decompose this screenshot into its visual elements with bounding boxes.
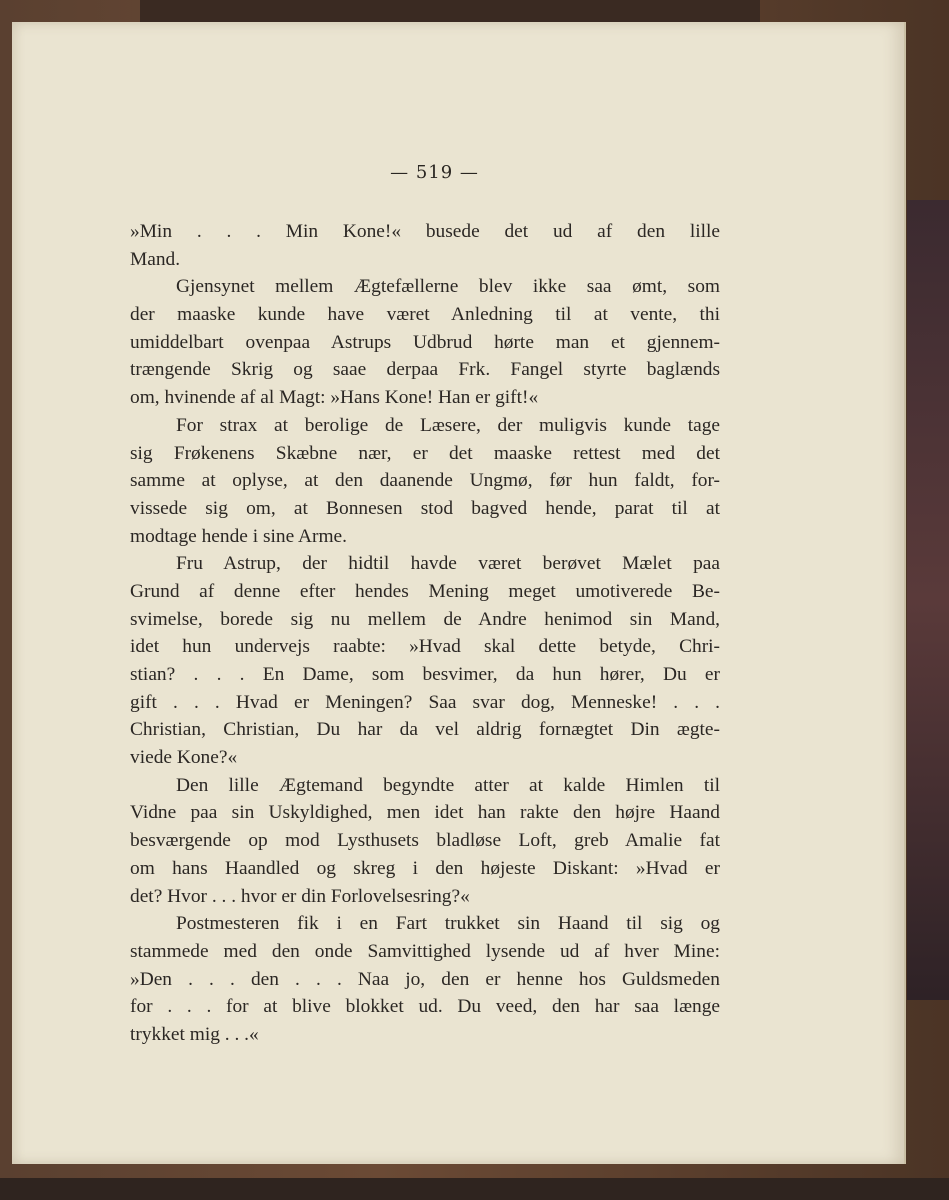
text-line: modtage hende i sine Arme. — [130, 525, 348, 547]
text-line: vissede sig om, at Bonnesen stod bagved hende, parat til at — [130, 497, 720, 519]
text-line: sig Frøkenens Skæbne nær, er det maaske rettest med det — [130, 442, 720, 464]
body-text — [130, 218, 720, 1049]
text-line: om, hvinende af al Magt: »Hans Kone! Han er gift!« — [130, 387, 539, 409]
text-line: umiddelbart ovenpaa Astrups Udbrud hørte man et gjennem- — [130, 331, 720, 353]
text-line: stian? . . . En Dame, som besvimer, da hun hører, Du er — [130, 664, 720, 685]
text-line: svimelse, borede sig nu mellem de Andre henimod sin Mand, — [130, 608, 720, 630]
text-line: viede Kone?« — [130, 747, 238, 769]
text-line: Postmesteren fik i en Fart trukket sin Haand til sig og — [176, 913, 720, 935]
book-page — [12, 22, 906, 1164]
text-line: besværgende op mod Lysthusets bladløse Loft, greb Amalie fat — [130, 830, 720, 852]
text-line: det? Hvor . . . hvor er din Forlovelsesring?« — [130, 885, 470, 907]
text-line: Mand. — [130, 248, 181, 270]
text-line: Grund af denne efter hendes Mening meget umotiverede Be- — [130, 580, 720, 602]
text-line: Vidne paa sin Uskyldighed, men idet han rakte den højre Haand — [130, 802, 720, 824]
text-line: »Den . . . den . . . Naa jo, den er henne hos Guldsmeden — [130, 968, 720, 990]
text-line: der maaske kunde have været Anledning til at vente, thi — [130, 304, 720, 326]
text-line: »Min . . . Min Kone!« busede det ud af den lille — [130, 221, 720, 242]
text-line: trykket mig . . .« — [130, 1023, 259, 1045]
page-number: — 519 — — [390, 162, 479, 183]
book-cover-top-edge — [140, 0, 760, 22]
text-line: idet hun undervejs raabte: »Hvad skal dette betyde, Chri- — [130, 636, 720, 658]
text-line: for . . . for at blive blokket ud. Du veed, den har saa længe — [130, 996, 720, 1018]
book-cover-bottom-edge — [0, 1178, 949, 1200]
text-line: Den lille Ægtemand begyndte atter at kalde Himlen til — [176, 774, 720, 796]
text-line: trængende Skrig og saae derpaa Frk. Fangel styrte baglænds — [130, 359, 720, 381]
text-line: samme at oplyse, at den daanende Ungmø, før hun faldt, for- — [130, 470, 720, 492]
text-line: Fru Astrup, der hidtil havde været berøvet Mælet paa — [176, 553, 720, 575]
book-cover-right-edge — [907, 200, 949, 1000]
text-line: Gjensynet mellem Ægtefællerne blev ikke saa ømt, som — [176, 276, 720, 298]
text-line: For strax at berolige de Læsere, der muligvis kunde tage — [176, 414, 720, 436]
text-line: stammede med den onde Samvittighed lysende ud af hver Mine: — [130, 940, 720, 962]
text-line: gift . . . Hvad er Meningen? Saa svar dog, Menneske! . . . — [130, 691, 720, 713]
text-line: om hans Haandled og skreg i den højeste Diskant: »Hvad er — [130, 857, 720, 879]
text-line: Christian, Christian, Du har da vel aldrig fornægtet Din ægte- — [130, 719, 720, 741]
